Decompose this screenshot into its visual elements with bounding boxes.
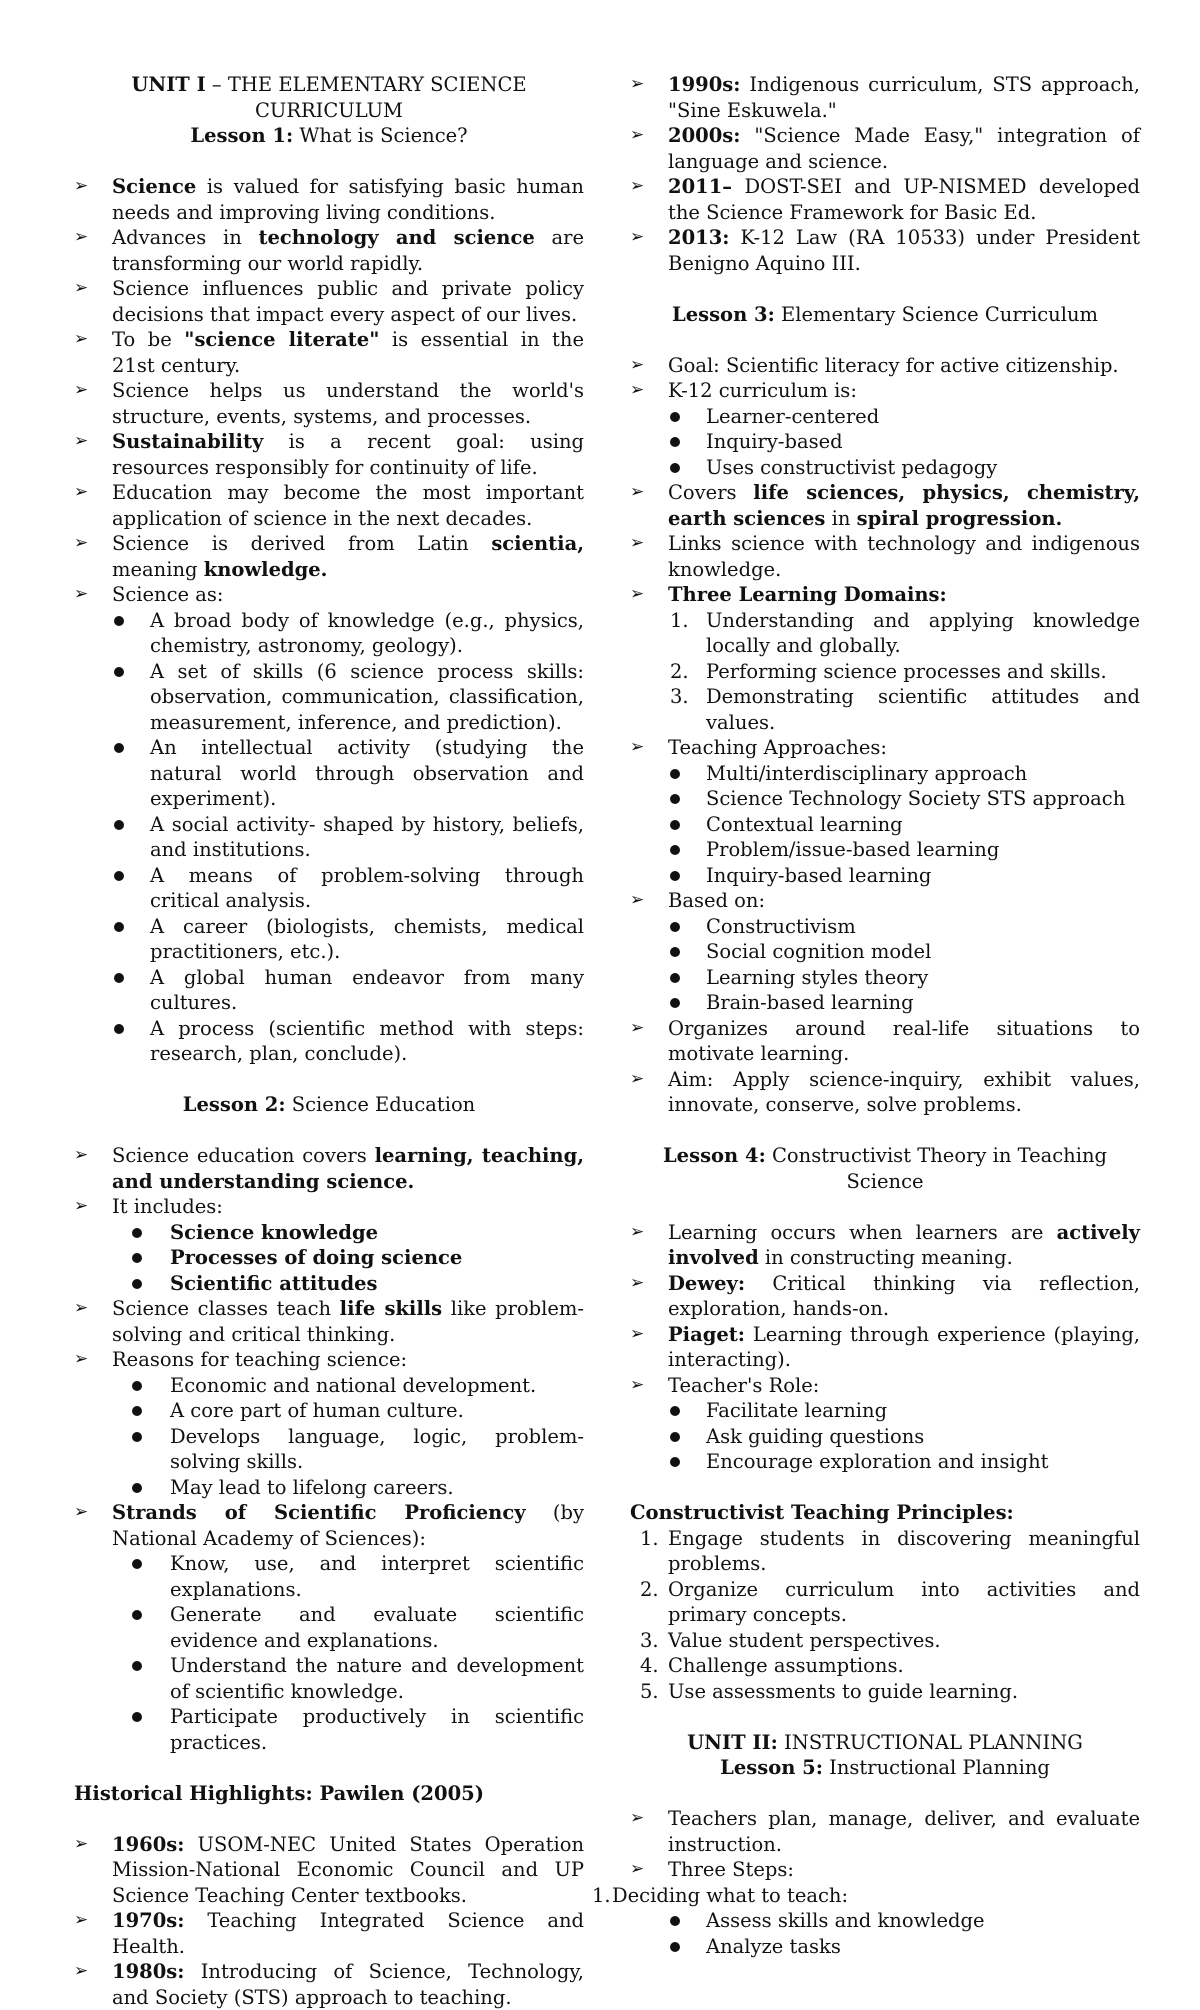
- dot-bullet-icon: [132, 1661, 142, 1671]
- numbered-item: 1. Deciding what to teach:: [592, 1883, 849, 1907]
- sub-list-item: Develops language, logic, problem-solving skills.: [74, 1424, 584, 1475]
- left-column: [74, 72, 584, 2010]
- list-item: ➢ Links science with technology and indigenous knowledge.: [630, 532, 1140, 581]
- list-item: ➢ Based on:: [630, 889, 766, 912]
- sub-list-item: Learning styles theory: [630, 965, 1140, 991]
- dot-bullet-icon: [114, 871, 124, 881]
- dot-bullet-icon: [670, 463, 680, 473]
- sub-list-item: Generate and evaluate scientific evidence and explanations.: [74, 1602, 584, 1653]
- dot-bullet-icon: [670, 412, 680, 422]
- sub-list-item: Uses constructivist pedagogy: [630, 455, 1140, 481]
- sub-list-item: Inquiry-based learning: [630, 863, 1140, 889]
- dot-bullet-icon: [114, 667, 124, 677]
- lesson5-title: Lesson 5: Instructional Planning: [720, 1756, 1050, 1779]
- sub-list-item: May lead to lifelong careers.: [74, 1475, 584, 1501]
- arrow-bullet-icon: ➢: [74, 1502, 89, 1522]
- arrow-bullet-icon: ➢: [630, 533, 645, 553]
- sub-list-item: A social activity- shaped by history, beliefs, and institutions.: [74, 812, 584, 863]
- arrow-bullet-icon: ➢: [630, 1808, 645, 1828]
- arrow-bullet-icon: ➢: [74, 1349, 89, 1369]
- dot-bullet-icon: [114, 922, 124, 932]
- arrow-bullet-icon: ➢: [630, 354, 645, 375]
- historical-highlights-title: Historical Highlights: Pawilen (2005): [74, 1781, 484, 1805]
- list-item: ➢ Science influences public and private policy decisions that impact every aspect of our lives.: [74, 277, 584, 326]
- list-item: ➢ Science helps us understand the world's structure, events, systems, and processes.: [74, 379, 584, 428]
- dot-bullet-icon: [670, 947, 680, 957]
- list-item: ➢ 2013: K-12 Law (RA 10533) under President Benigno Aquino III.: [630, 226, 1140, 275]
- sub-list-item: Problem/issue-based learning: [630, 837, 1140, 863]
- list-item: ➢ Dewey: Critical thinking via reflection, exploration, hands-on.: [630, 1271, 1140, 1320]
- sub-list-item: Learner-centered: [630, 404, 1140, 430]
- numbered-item: 2. Organize curriculum into activities and primary concepts.: [640, 1577, 1140, 1626]
- number-marker: 2.: [670, 659, 689, 683]
- arrow-bullet-icon: ➢: [74, 431, 89, 451]
- lesson1-title: Lesson 1: What is Science?: [190, 124, 468, 147]
- sub-list-item: Brain-based learning: [630, 990, 1140, 1016]
- sub-list-item: Contextual learning: [630, 812, 1140, 838]
- list-item: ➢ 2000s: "Science Made Easy," integration of language and science.: [630, 124, 1140, 173]
- list-item: ➢ Organizes around real-life situations to motivate learning.: [630, 1016, 1140, 1065]
- sub-list-item: Know, use, and interpret scientific explanations.: [74, 1551, 584, 1602]
- list-item: ➢ Learning occurs when learners are actively involved in constructing meaning.: [630, 1220, 1140, 1269]
- lesson4-title: Lesson 4: Constructivist Theory in Teaching Science: [662, 1144, 1108, 1193]
- list-item: ➢ It includes:: [74, 1195, 223, 1218]
- arrow-bullet-icon: ➢: [630, 482, 645, 502]
- arrow-bullet-icon: ➢: [630, 125, 645, 145]
- list-item: ➢ Science education covers learning, teaching, and understanding science.: [74, 1144, 585, 1193]
- list-item: ➢ Teaching Approaches:: [630, 736, 887, 759]
- list-item: ➢ Education may become the most important application of science in the next decades.: [74, 481, 584, 530]
- arrow-bullet-icon: ➢: [630, 1221, 645, 1242]
- number-marker: 2.: [640, 1577, 659, 1601]
- dot-bullet-icon: [670, 845, 680, 855]
- arrow-bullet-icon: ➢: [630, 1374, 645, 1395]
- dot-bullet-icon: [670, 1432, 680, 1442]
- dot-bullet-icon: [132, 1610, 142, 1620]
- list-item: ➢ 1970s: Teaching Integrated Science and Health.: [74, 1909, 584, 1958]
- list-item: ➢ Teachers plan, manage, deliver, and evaluate instruction.: [630, 1807, 1140, 1856]
- dot-bullet-icon: [670, 820, 680, 830]
- list-item: ➢ 1960s: USOM-NEC United States Operation Mission-National Economic Council and UP Science Teaching Center textbooks.: [74, 1832, 584, 1907]
- dot-bullet-icon: [132, 1381, 142, 1391]
- list-item: ➢ To be "science literate" is essential in the 21st century.: [74, 328, 584, 377]
- sub-list-item: Constructivism: [630, 914, 1140, 940]
- list-item: ➢ Advances in technology and science are transforming our world rapidly.: [74, 226, 585, 275]
- list-item: ➢ Science classes teach life skills like problem-solving and critical thinking.: [74, 1297, 585, 1346]
- numbered-item: 1. Engage students in discovering meaningful problems.: [640, 1526, 1140, 1575]
- arrow-bullet-icon: ➢: [630, 380, 645, 400]
- dot-bullet-icon: [670, 922, 680, 932]
- sub-list-item: Economic and national development.: [74, 1373, 584, 1399]
- list-item: ➢ Science is valued for satisfying basic human needs and improving living conditions.: [74, 175, 584, 224]
- dot-bullet-icon: [114, 743, 124, 753]
- lesson3-title: Lesson 3: Elementary Science Curriculum: [671, 302, 1099, 326]
- dot-bullet-icon: [670, 998, 680, 1008]
- list-item: ➢ Goal: Scientific literacy for active citizenship.: [630, 353, 1119, 377]
- arrow-bullet-icon: ➢: [74, 1961, 89, 1981]
- list-item: ➢ 1990s: Indigenous curriculum, STS approach, "Sine Eskuwela.": [630, 73, 1140, 122]
- list-item: ➢ Sustainability is a recent goal: using resources responsibly for continuity of life.: [74, 430, 584, 479]
- sub-list-item: Science knowledge: [74, 1220, 584, 1246]
- dot-bullet-icon: [670, 1457, 680, 1467]
- sub-list-item: Analyze tasks: [630, 1934, 1140, 1960]
- list-item: ➢ Aim: Apply science-inquiry, exhibit values, innovate, conserve, solve problems.: [630, 1067, 1140, 1116]
- arrow-bullet-icon: ➢: [630, 176, 645, 196]
- dot-bullet-icon: [114, 973, 124, 983]
- list-item: ➢ Science as:: [74, 583, 224, 606]
- arrow-bullet-icon: ➢: [74, 329, 89, 349]
- sub-list-item: An intellectual activity (studying the natural world through observation and experiment).: [74, 735, 584, 812]
- list-item: ➢ Strands of Scientific Proficiency (by National Academy of Sciences):: [74, 1501, 585, 1550]
- arrow-bullet-icon: ➢: [74, 380, 89, 400]
- sub-list-item: Encourage exploration and insight: [630, 1449, 1140, 1475]
- list-item: ➢ Teacher's Role:: [630, 1373, 820, 1397]
- dot-bullet-icon: [670, 794, 680, 804]
- sub-list-item: A career (biologists, chemists, medical practitioners, etc.).: [74, 914, 584, 965]
- list-item: ➢ Three Steps:: [630, 1858, 794, 1881]
- dot-bullet-icon: [132, 1279, 142, 1289]
- number-marker: 5.: [640, 1679, 659, 1703]
- list-item: ➢ Piaget: Learning through experience (playing, interacting).: [630, 1322, 1140, 1371]
- right-column: [592, 72, 1140, 1959]
- dot-bullet-icon: [132, 1432, 142, 1442]
- dot-bullet-icon: [670, 1916, 680, 1926]
- dot-bullet-icon: [114, 820, 124, 830]
- arrow-bullet-icon: ➢: [630, 1859, 645, 1879]
- arrow-bullet-icon: ➢: [74, 227, 89, 247]
- number-marker: 1.: [592, 1883, 611, 1907]
- list-item: ➢ Science is derived from Latin scientia, meaning knowledge.: [74, 532, 584, 581]
- numbered-item: 5. Use assessments to guide learning.: [640, 1679, 1019, 1703]
- numbered-item: 3. Demonstrating scientific attitudes and values.: [670, 685, 1140, 734]
- sub-list-item: A set of skills (6 science process skills: observation, communication, classification, measurement, inference, and prediction).: [74, 659, 584, 736]
- arrow-bullet-icon: ➢: [630, 74, 645, 94]
- dot-bullet-icon: [114, 1024, 124, 1034]
- arrow-bullet-icon: ➢: [74, 1145, 89, 1165]
- dot-bullet-icon: [114, 616, 124, 626]
- arrow-bullet-icon: ➢: [74, 1910, 89, 1930]
- dot-bullet-icon: [132, 1228, 142, 1238]
- numbered-item: 3. Value student perspectives.: [640, 1628, 941, 1652]
- arrow-bullet-icon: ➢: [74, 584, 89, 604]
- dot-bullet-icon: [670, 769, 680, 779]
- arrow-bullet-icon: ➢: [74, 1833, 89, 1854]
- sub-list-item: Participate productively in scientific practices.: [74, 1704, 584, 1755]
- dot-bullet-icon: [670, 437, 680, 447]
- number-marker: 1.: [670, 608, 689, 632]
- arrow-bullet-icon: ➢: [630, 1323, 645, 1344]
- sub-list-item: A process (scientific method with steps: research, plan, conclude).: [74, 1016, 584, 1067]
- arrow-bullet-icon: ➢: [630, 227, 645, 247]
- list-item: ➢ Reasons for teaching science:: [74, 1348, 408, 1371]
- dot-bullet-icon: [132, 1559, 142, 1569]
- sub-list-item: Scientific attitudes: [74, 1271, 584, 1297]
- dot-bullet-icon: [670, 871, 680, 881]
- sub-list-item: Assess skills and knowledge: [630, 1908, 1140, 1934]
- dot-bullet-icon: [670, 1406, 680, 1416]
- number-marker: 3.: [670, 685, 689, 708]
- arrow-bullet-icon: ➢: [630, 1068, 645, 1089]
- arrow-bullet-icon: ➢: [74, 482, 89, 502]
- arrow-bullet-icon: ➢: [74, 1196, 89, 1216]
- unit1-title: UNIT I – THE ELEMENTARY SCIENCE CURRICULUM: [131, 73, 527, 122]
- sub-list-item: Science Technology Society STS approach: [630, 786, 1140, 812]
- arrow-bullet-icon: ➢: [630, 1017, 645, 1038]
- number-marker: 4.: [640, 1654, 659, 1677]
- sub-list-item: Ask guiding questions: [630, 1424, 1140, 1450]
- list-item: ➢ K-12 curriculum is:: [630, 379, 857, 402]
- arrow-bullet-icon: ➢: [630, 890, 645, 910]
- numbered-item: 1. Understanding and applying knowledge locally and globally.: [670, 608, 1140, 657]
- numbered-item: 2. Performing science processes and skills.: [670, 659, 1107, 683]
- number-marker: 1.: [640, 1526, 659, 1550]
- principles-title: Constructivist Teaching Principles:: [630, 1501, 1014, 1524]
- sub-list-item: Social cognition model: [630, 939, 1140, 965]
- dot-bullet-icon: [132, 1253, 142, 1263]
- list-item: ➢ 1980s: Introducing of Science, Technology, and Society (STS) approach to teaching.: [74, 1960, 584, 2009]
- list-item: ➢ Three Learning Domains:: [630, 583, 947, 606]
- arrow-bullet-icon: ➢: [630, 737, 645, 757]
- arrow-bullet-icon: ➢: [630, 1272, 645, 1293]
- dot-bullet-icon: [132, 1483, 142, 1493]
- sub-list-item: A broad body of knowledge (e.g., physics, chemistry, astronomy, geology).: [74, 608, 584, 659]
- dot-bullet-icon: [670, 1942, 680, 1952]
- dot-bullet-icon: [132, 1406, 142, 1416]
- sub-list-item: Processes of doing science: [74, 1245, 584, 1271]
- sub-list-item: Facilitate learning: [630, 1398, 1140, 1424]
- sub-list-item: A core part of human culture.: [74, 1398, 584, 1424]
- sub-list-item: Inquiry-based: [630, 429, 1140, 455]
- arrow-bullet-icon: ➢: [74, 1298, 89, 1318]
- sub-list-item: Multi/interdisciplinary approach: [630, 761, 1140, 787]
- lesson2-title: Lesson 2: Science Education: [182, 1093, 476, 1116]
- list-item: ➢ 2011– DOST-SEI and UP-NISMED developed the Science Framework for Basic Ed.: [630, 175, 1140, 224]
- sub-list-item: A global human endeavor from many cultures.: [74, 965, 584, 1016]
- unit2-title: UNIT II: INSTRUCTIONAL PLANNING: [687, 1730, 1083, 1754]
- numbered-item: 4. Challenge assumptions.: [640, 1654, 904, 1677]
- dot-bullet-icon: [670, 973, 680, 983]
- arrow-bullet-icon: ➢: [630, 584, 645, 604]
- arrow-bullet-icon: ➢: [74, 533, 89, 553]
- list-item: ➢ Covers life sciences, physics, chemistry, earth sciences in spiral progression.: [630, 481, 1140, 530]
- sub-list-item: A means of problem-solving through critical analysis.: [74, 863, 584, 914]
- sub-list-item: Understand the nature and development of scientific knowledge.: [74, 1653, 584, 1704]
- number-marker: 3.: [640, 1628, 659, 1652]
- arrow-bullet-icon: ➢: [74, 278, 89, 298]
- dot-bullet-icon: [132, 1712, 142, 1722]
- arrow-bullet-icon: ➢: [74, 176, 89, 196]
